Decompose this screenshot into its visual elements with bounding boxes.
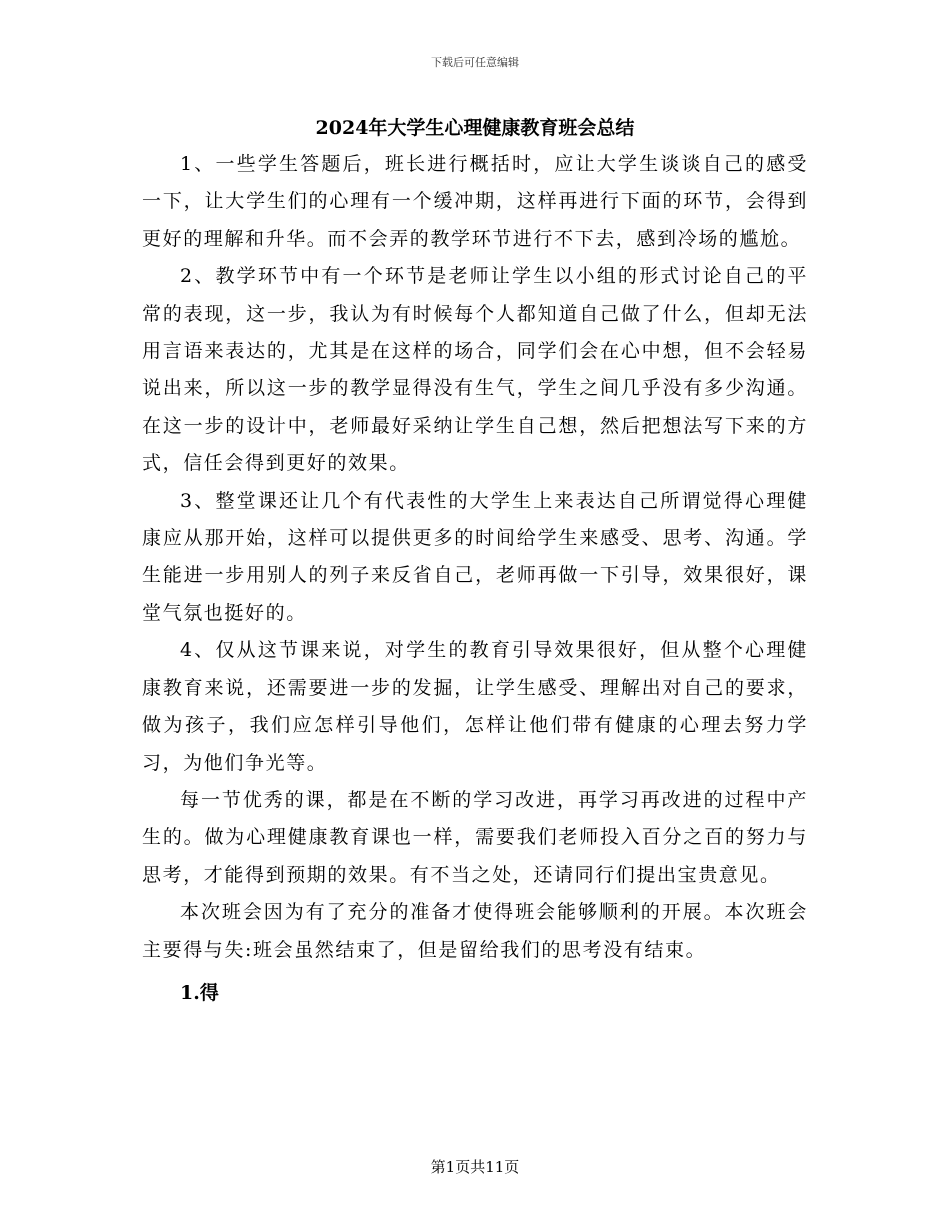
paragraph-3: 3、整堂课还让几个有代表性的大学生上来表达自己所谓觉得心理健康应从那开始，这样可以提供更多的时间给学生来感受、思考、沟通。学生能进一步用别人的列子来反省自己，老师再做一下引导，效果很好，课堂气氛也挺好的。 [142, 489, 808, 624]
header-note: 下载后可任意编辑 [431, 56, 519, 69]
paragraph-2: 2、教学环节中有一个环节是老师让学生以小组的形式讨论自己的平常的表现，这一步，我认为有时候每个人都知道自己做了什么，但却无法用言语来表达的，尤其是在这样的场合，同学们会在心中想，但不会轻易说出来，所以这一步的教学显得没有生气，学生之间几乎没有多少沟通。在这一步的设计中，老师最好采纳让学生自己想，然后把想法写下来的方式，信任会得到更好的效果。 [142, 265, 808, 475]
paragraph-1: 1、一些学生答题后，班长进行概括时，应让大学生谈谈自己的感受一下，让大学生们的心理有一个缓冲期，这样再进行下面的环节，会得到更好的理解和升华。而不会弄的教学环节进行不下去，感到冷场的尴尬。 [142, 153, 808, 250]
document-body [142, 146, 808, 1012]
paragraph-4: 4、仅从这节课来说，对学生的教育引导效果很好，但从整个心理健康教育来说，还需要进一步的发掘，让学生感受、理解出对自己的要求，做为孩子，我们应怎样引导他们，怎样让他们带有健康的心理去努力学习，为他们争光等。 [142, 639, 808, 774]
page-number: 第1页共11页 [430, 1158, 520, 1176]
document-title: 2024年大学生心理健康教育班会总结 [315, 117, 635, 139]
section-heading: 1.得 [180, 981, 219, 1004]
paragraph-5: 每一节优秀的课，都是在不断的学习改进，再学习再改进的过程中产生的。做为心理健康教育课也一样，需要我们老师投入百分之百的努力与思考，才能得到预期的效果。有不当之处，还请同行们提出宝贵意见。 [142, 788, 808, 886]
paragraph-6: 本次班会因为有了充分的准备才使得班会能够顺利的开展。本次班会主要得与失:班会虽然结束了，但是留给我们的思考没有结束。 [142, 901, 808, 961]
